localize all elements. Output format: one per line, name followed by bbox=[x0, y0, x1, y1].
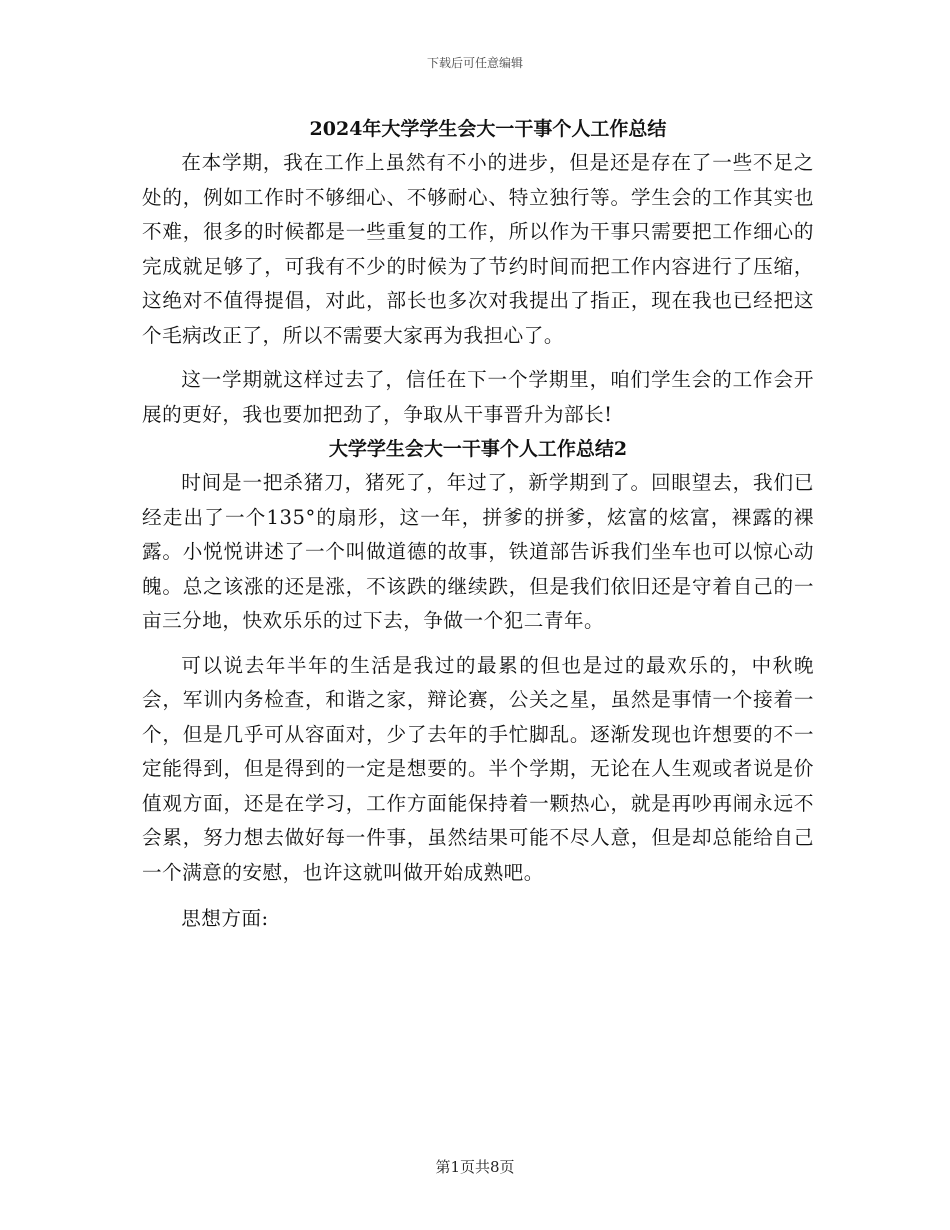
document-body bbox=[142, 112, 814, 937]
page-number-footer: 第1页共8页 bbox=[435, 1158, 515, 1176]
section-2-paragraph-1: 时间是一把杀猪刀，猪死了，年过了，新学期到了。回眼望去，我们已经走出了一个135°的扇形，这一年，拼爹的拼爹，炫富的炫富，裸露的裸露。小悦悦讲述了一个叫做道德的故事，铁道部告诉我们坐车也可以惊心动魄。总之该涨的还是涨，不该跌的继续跌，但是我们依旧还是守着自己的一亩三分地，快欢乐乐的过下去，争做一个犯二青年。 bbox=[142, 471, 814, 632]
section-2-paragraph-2: 可以说去年半年的生活是我过的最累的但也是过的最欢乐的，中秋晚会，军训内务检查，和谐之家，辩论赛，公关之星，虽然是事情一个接着一个，但是几乎可从容面对，少了去年的手忙脚乱。逐渐发现也许想要的不一定能得到，但是得到的一定是想要的。半个学期，无论在人生观或者说是价值观方面，还是在学习，工作方面能保持着一颗热心，就是再吵再闹永远不会累，努力想去做好每一件事，虽然结果可能不尽人意，但是却总能给自己一个满意的安慰，也许这就叫做开始成熟吧。 bbox=[142, 653, 814, 884]
section-2-title: 大学学生会大一干事个人工作总结2 bbox=[328, 438, 628, 460]
section-1-paragraph-2: 这一学期就这样过去了，信任在下一个学期里，咱们学生会的工作会开展的更好，我也要加把劲了，争取从干事晋升为部长! bbox=[142, 368, 814, 426]
page-header-note: 下载后可任意编辑 bbox=[426, 56, 523, 70]
section-1-title: 2024年大学学生会大一干事个人工作总结 bbox=[309, 118, 667, 140]
section-1-paragraph-1: 在本学期，我在工作上虽然有不小的进步，但是还是存在了一些不足之处的，例如工作时不够细心、不够耐心、特立独行等。学生会的工作其实也不难，很多的时候都是一些重复的工作，所以作为干事只需要把工作细心的完成就足够了，可我有不少的时候为了节约时间而把工作内容进行了压缩，这绝对不值得提倡，对此，部长也多次对我提出了指正，现在我也已经把这个毛病改正了，所以不需要大家再为我担心了。 bbox=[142, 151, 814, 347]
section-2-paragraph-3: 思想方面: bbox=[181, 907, 269, 930]
